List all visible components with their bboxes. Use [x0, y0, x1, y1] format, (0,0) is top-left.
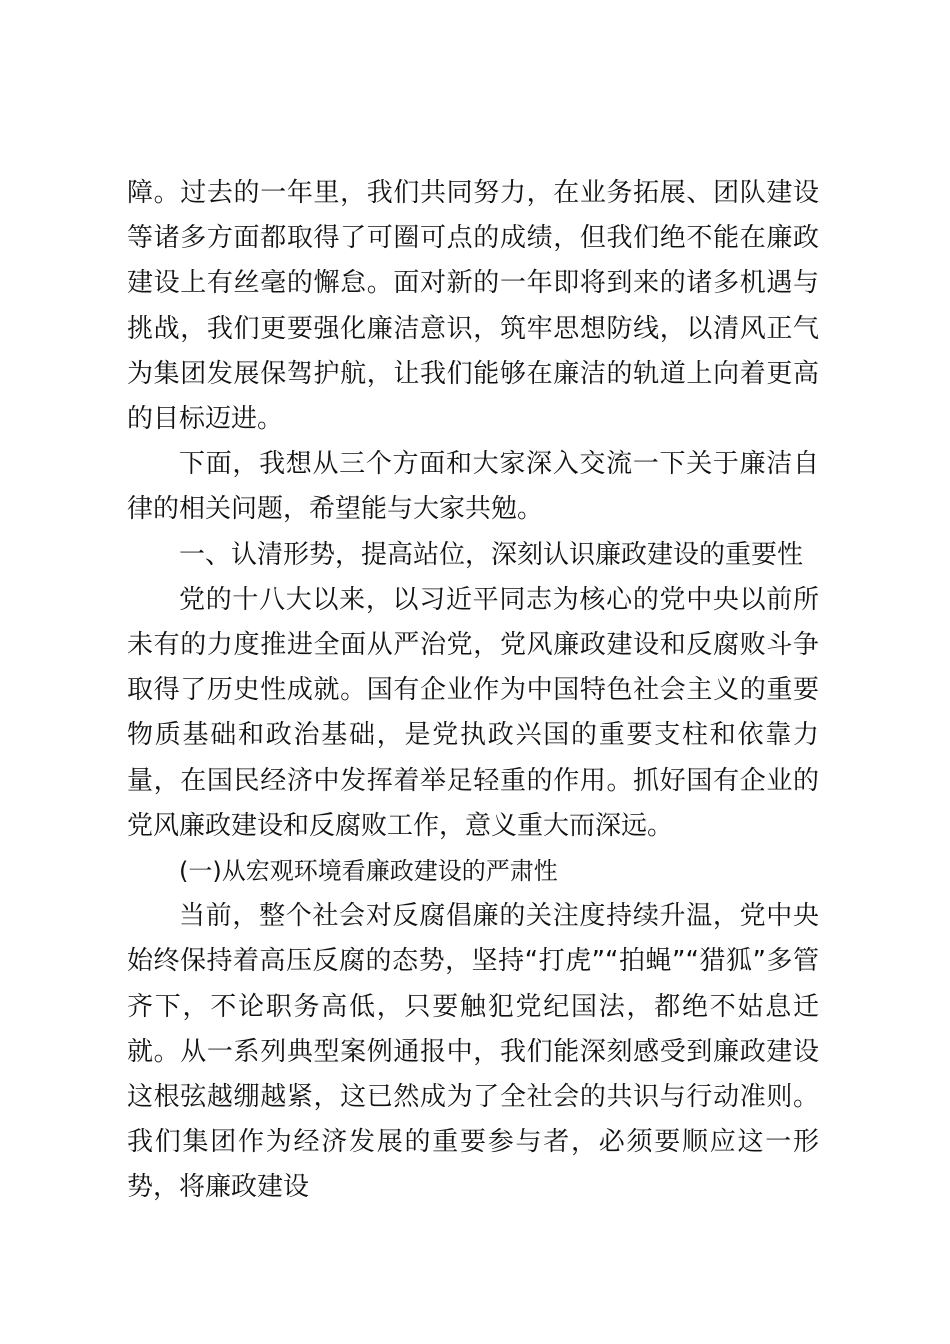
paragraph-intro: 下面，我想从三个方面和大家深入交流一下关于廉洁自律的相关问题，希望能与大家共勉。 [127, 449, 819, 525]
subsection-heading: (一)从宏观环境看廉政建设的严肃性 [179, 857, 558, 886]
paragraph-continuation: 障。过去的一年里，我们共同努力，在业务拓展、团队建设等诸多方面都取得了可圈可点的成绩，但我们绝不能在廉政建设上有丝毫的懈怠。面对新的一年即将到来的诸多机遇与挑战，我们更要强化廉洁意识，筑牢思想防线，以清风正气为集团发展保驾护航，让我们能够在廉洁的轨道上向着更高的目标迈进。 [127, 178, 819, 435]
paragraph-body: 当前，整个社会对反腐倡廉的关注度持续升温，党中央始终保持着高压反腐的态势，坚持“打虎”“拍蝇”“猎狐”多管齐下，不论职务高低，只要触犯党纪国法，都绝不姑息迁就。从一系列典型案例通报中，我们能深刻感受到廉政建设这根弦越绷越紧，这已然成为了全社会的共识与行动准则。我们集团作为经济发展的重要参与者，必须要顺应这一形势，将廉政建设 [127, 901, 819, 1203]
section-heading: 一、认清形势，提高站位，深刻认识廉政建设的重要性 [179, 539, 804, 570]
paragraph-body: 党的十八大以来，以习近平同志为核心的党中央以前所未有的力度推进全面从严治党，党风廉政建设和反腐败斗争取得了历史性成就。国有企业作为中国特色社会主义的重要物质基础和政治基础，是党执政兴国的重要支柱和依靠力量，在国民经济中发挥着举足轻重的作用。抓好国有企业的党风廉政建设和反腐败工作，意义重大而深远。 [127, 584, 819, 841]
document-body [127, 171, 819, 1211]
